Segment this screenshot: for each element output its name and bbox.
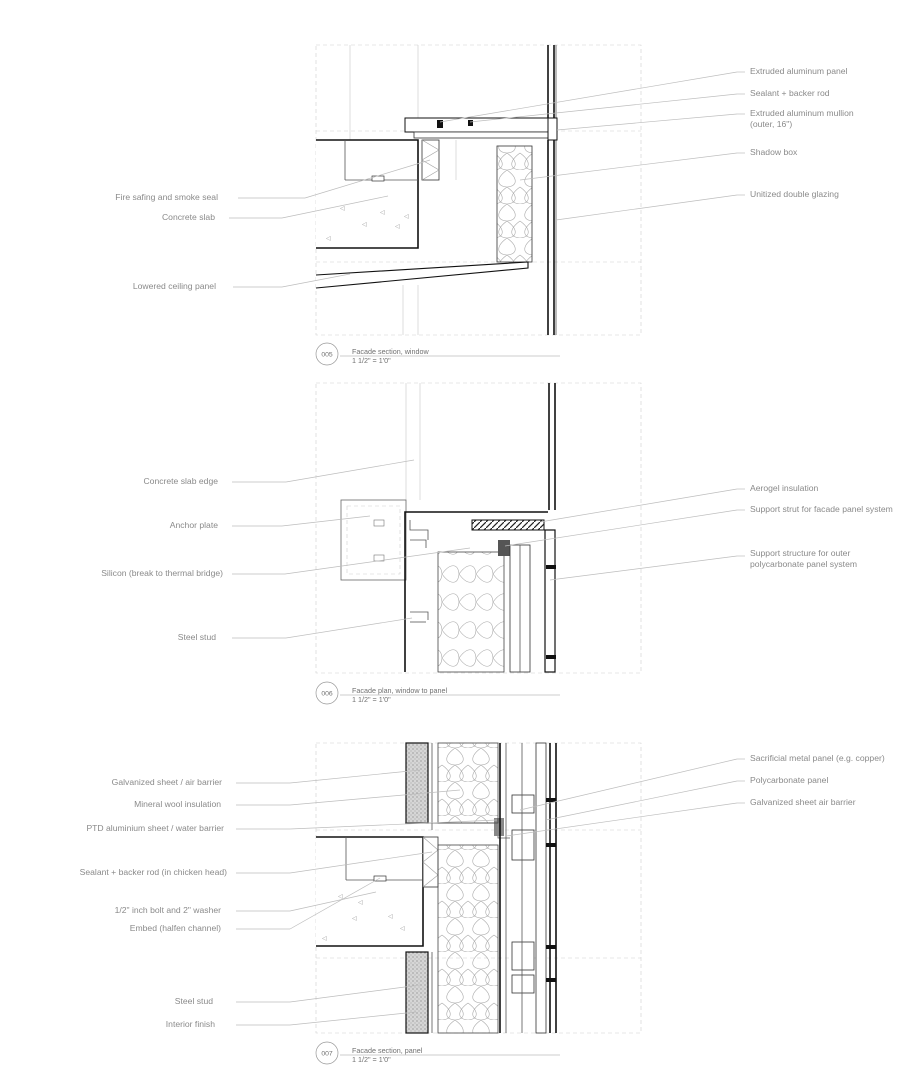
svg-text:◁: ◁: [340, 206, 345, 212]
svg-text:◁: ◁: [338, 894, 343, 900]
label-extruded-aluminum-panel: Extruded aluminum panel: [750, 66, 848, 76]
unitized-double-glazing: [548, 45, 556, 335]
label-anchor-plate: Anchor plate: [169, 520, 218, 530]
sealant-backer-rod: [423, 837, 438, 887]
label-aluminum-mullion-size: (outer, 16"): [750, 119, 793, 129]
steel-stud: [410, 612, 428, 620]
anchor-plate: [341, 500, 406, 580]
svg-text:◁: ◁: [388, 914, 393, 920]
label-support-strut: Support strut for facade panel system: [750, 504, 893, 514]
concrete-slab-007: [316, 837, 423, 946]
label-steel-stud: Steel stud: [177, 632, 216, 642]
label-aluminum-mullion: Extruded aluminum mullion: [750, 108, 854, 118]
svg-text:◁: ◁: [380, 210, 385, 216]
label-support-structure: Support structure for outer: [750, 548, 851, 558]
support-strut: [498, 540, 510, 556]
detail-006-scale: 1 1/2" = 1'0": [352, 695, 391, 704]
label-bolt-washer: 1/2" inch bolt and 2" washer: [114, 905, 221, 915]
lowered-ceiling-panel: [316, 262, 528, 288]
label-sealant-chicken-head: Sealant + backer rod (in chicken head): [79, 867, 227, 877]
label-embed-halfen: Embed (halfen channel): [129, 923, 221, 933]
svg-text:◁: ◁: [362, 222, 367, 228]
detail-006: [101, 383, 893, 704]
label-lowered-ceiling-panel: Lowered ceiling panel: [132, 281, 216, 291]
detail-007-number: 007: [321, 1050, 333, 1058]
polycarbonate-panel: [536, 743, 546, 1033]
svg-text:◁: ◁: [352, 916, 357, 922]
aluminum-mullion: [548, 118, 557, 140]
detail-007-scale: 1 1/2" = 1'0": [352, 1055, 391, 1064]
polycarbonate-support-structure: [545, 530, 555, 672]
interior-finish-top: [406, 743, 428, 823]
svg-text:◁: ◁: [358, 900, 363, 906]
label-unitized-double-glazing: Unitized double glazing: [750, 189, 839, 199]
label-interior-finish: Interior finish: [165, 1019, 215, 1029]
detail-005-number: 005: [321, 351, 333, 359]
interior-finish: [406, 952, 428, 1033]
detail-005-title: Facade section, window: [352, 347, 429, 356]
label-polycarbonate-panel: Polycarbonate panel: [750, 775, 829, 785]
label-fire-safing: Fire safing and smoke seal: [115, 192, 218, 202]
label-concrete-slab: Concrete slab: [161, 212, 215, 222]
extruded-aluminum-panel: [405, 118, 557, 132]
label-water-barrier: PTD aluminium sheet / water barrier: [86, 823, 224, 833]
detail-005: [115, 45, 854, 365]
label-aerogel-insulation: Aerogel insulation: [750, 483, 819, 493]
label-silicon-thermal-break: Silicon (break to thermal bridge): [101, 568, 223, 578]
concrete-slab: [316, 140, 418, 248]
label-support-structure-2: polycarbonate panel system: [750, 559, 858, 569]
aerogel-insulation: [472, 520, 544, 530]
mineral-wool-insulation: [438, 552, 504, 672]
svg-text:◁: ◁: [395, 224, 400, 230]
detail-005-scale: 1 1/2" = 1'0": [352, 356, 391, 365]
detail-006-number: 006: [321, 690, 333, 698]
detail-007: [80, 743, 885, 1064]
label-mineral-wool-insulation: Mineral wool insulation: [134, 799, 221, 809]
svg-text:◁: ◁: [404, 214, 409, 220]
svg-text:◁: ◁: [400, 926, 405, 932]
mineral-wool-insulation-top: [438, 743, 498, 823]
detail-007-title: Facade section, panel: [352, 1046, 423, 1055]
mineral-wool-insulation: [438, 845, 498, 1033]
label-sacrificial-metal-panel: Sacrificial metal panel (e.g. copper): [750, 753, 885, 763]
label-shadow-box: Shadow box: [750, 147, 798, 157]
label-concrete-slab-edge: Concrete slab edge: [143, 476, 218, 486]
label-steel-stud-007: Steel stud: [174, 996, 213, 1006]
svg-text:◁: ◁: [326, 236, 331, 242]
label-sealant-backer-rod: Sealant + backer rod: [750, 88, 830, 98]
fire-safing: [422, 140, 439, 180]
svg-text:◁: ◁: [322, 936, 327, 942]
steel-stud-top: [410, 520, 428, 540]
label-galvanized-sheet-air-barrier-right: Galvanized sheet air barrier: [750, 797, 856, 807]
detail-006-title: Facade plan, window to panel: [352, 686, 448, 695]
shadow-box-insulation: [497, 146, 532, 262]
label-galvanized-sheet-air-barrier: Galvanized sheet / air barrier: [111, 777, 222, 787]
